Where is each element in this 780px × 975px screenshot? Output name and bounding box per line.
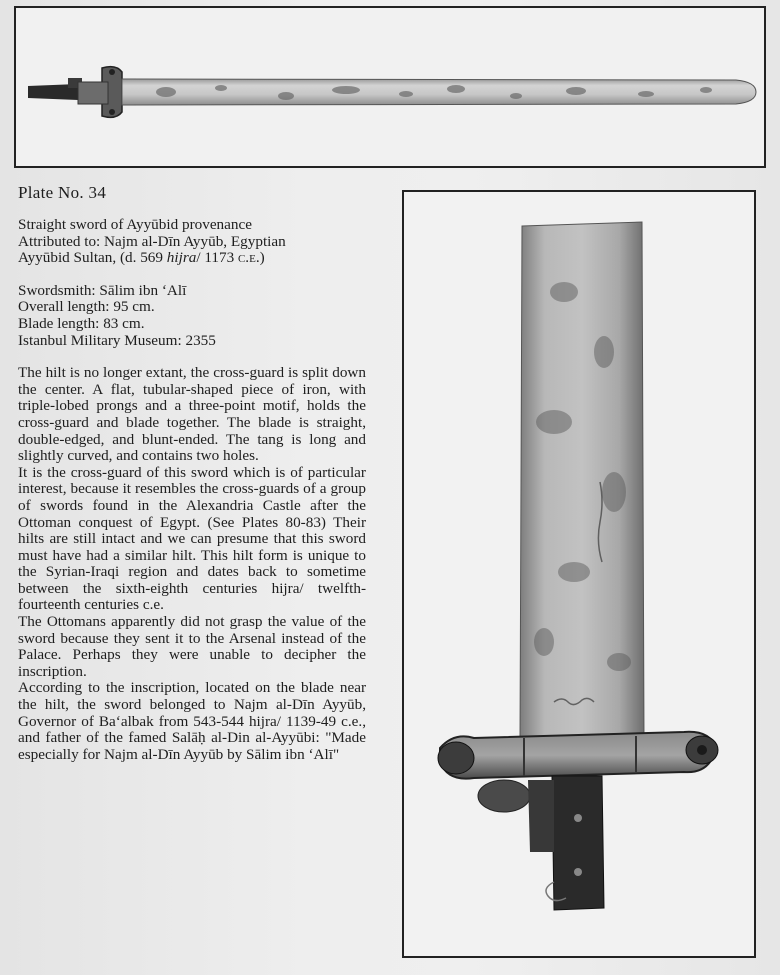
description-column <box>18 217 366 763</box>
full-sword-photo <box>16 8 764 166</box>
full-sword-photo-frame <box>14 6 766 168</box>
paragraph-hilt: The hilt is no longer extant, the cross-guard is split down the center. A flat, tubular-shaped piece of iron, with triple-lobed prongs and a three-point motif, holds the cross-guard and blade together. The blade is straight, double-edged, and blunt-ended. The tang is long and slightly curved, and contains two holes. <box>18 364 366 465</box>
intro-line-1: Straight sword of Ayyūbid provenance <box>18 216 252 233</box>
blade-shape <box>122 79 756 105</box>
blade-length: Blade length: 83 cm. <box>18 314 145 332</box>
closeup-photo-frame <box>402 190 756 958</box>
body-text <box>18 365 366 763</box>
closeup-tang <box>552 776 604 910</box>
intro-line-2: Attributed to: Najm al-Dīn Ayyūb, Egyptian <box>18 232 286 250</box>
overall-length: Overall length: 95 cm. <box>18 298 155 316</box>
plate-title: Plate No. 34 <box>18 183 107 202</box>
paragraph-inscription: According to the inscription, located on the blade near the hilt, the sword belonged to Najm al-Dīn Ayyūb, Governor of Ba‘albak from 543-544 hijra/ 1139-49 c.e., and father of the famed Salāḥ al-Din al-Ayyūbi: "Made especially for Najm al-Dīn Ayyūb by Sālim ibn ‘Alī" <box>18 679 366 763</box>
swordsmith: Swordsmith: Sālim ibn ‘Alī <box>18 281 187 299</box>
intro-line-3: Ayyūbid Sultan, (d. 569 hijra/ 1173 c.e.) <box>18 249 265 267</box>
museum-reference: Istanbul Military Museum: 2355 <box>18 331 216 349</box>
closeup-photo <box>404 192 754 956</box>
paragraph-ottomans: The Ottomans apparently did not grasp the value of the sword because they sent it to the Arsenal instead of the Palace. Perhaps they were unable to decipher the inscription. <box>18 613 366 680</box>
paragraph-cross-guard: It is the cross-guard of this sword which is of particular interest, because it resembles the cross-guards of a group of swords found in the Alexandria Castle after the Ottoman conquest of Egypt. (See Plates 80-83) Their hilts are still intact and we can presume that this sword must have had a similar hilt. This hilt form is unique to the Syrian-Iraqi region and dates back to sometime between the sixth-eighth centuries hijra/ twelfth-fourteenth centuries c.e. <box>18 463 366 614</box>
closeup-cross-guard <box>440 732 716 779</box>
